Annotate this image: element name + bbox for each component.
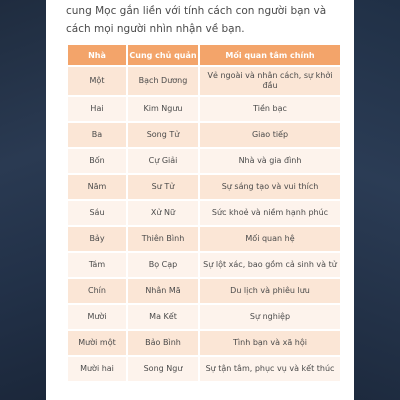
ruling-sign-cell: Bạch Dương	[128, 67, 198, 95]
table-row	[68, 279, 340, 303]
house-cell: Một	[68, 67, 126, 95]
houses-table	[66, 43, 342, 383]
table-row	[68, 97, 340, 121]
ruling-sign-cell: Bảo Bình	[128, 331, 198, 355]
table-row	[68, 149, 340, 173]
ruling-sign-cell: Song Ngư	[128, 357, 198, 381]
main-concern-cell: Sự lột xác, bao gồm cả sinh và tử	[200, 253, 340, 277]
header-main-concern: Mối quan tâm chính	[200, 45, 340, 65]
main-concern-cell: Sức khoẻ và niềm hạnh phúc	[200, 201, 340, 225]
house-cell: Ba	[68, 123, 126, 147]
house-cell: Bảy	[68, 227, 126, 251]
table-row	[68, 331, 340, 355]
house-cell: Chín	[68, 279, 126, 303]
house-cell: Hai	[68, 97, 126, 121]
ruling-sign-cell: Song Tử	[128, 123, 198, 147]
table-row	[68, 227, 340, 251]
house-cell: Tám	[68, 253, 126, 277]
left-page-margin	[0, 0, 46, 400]
main-concern-cell: Du lịch và phiêu lưu	[200, 279, 340, 303]
main-concern-cell: Giao tiếp	[200, 123, 340, 147]
table-row	[68, 253, 340, 277]
ruling-sign-cell: Sư Tử	[128, 175, 198, 199]
table-row	[68, 123, 340, 147]
table-header-row	[68, 45, 340, 65]
ruling-sign-cell: Thiên Bình	[128, 227, 198, 251]
ruling-sign-cell: Xử Nữ	[128, 201, 198, 225]
main-concern-cell: Nhà và gia đình	[200, 149, 340, 173]
right-page-margin	[354, 0, 400, 400]
table-row	[68, 175, 340, 199]
house-cell: Mười	[68, 305, 126, 329]
ruling-sign-cell: Ma Kết	[128, 305, 198, 329]
house-cell: Bốn	[68, 149, 126, 173]
ruling-sign-cell: Kim Ngưu	[128, 97, 198, 121]
house-cell: Năm	[68, 175, 126, 199]
table-row	[68, 357, 340, 381]
main-concern-cell: Tình bạn và xã hội	[200, 331, 340, 355]
document-page	[46, 0, 354, 400]
main-concern-cell: Tiền bạc	[200, 97, 340, 121]
table-row	[68, 305, 340, 329]
main-concern-cell: Vẻ ngoài và nhân cách, sự khởi đầu	[200, 67, 340, 95]
main-concern-cell: Sự nghiệp	[200, 305, 340, 329]
header-ruling-sign: Cung chủ quản	[128, 45, 198, 65]
house-cell: Sáu	[68, 201, 126, 225]
ruling-sign-cell: Bọ Cạp	[128, 253, 198, 277]
table-row	[68, 67, 340, 95]
intro-paragraph: cung Mọc gắn liền với tính cách con người bạn và cách mọi người nhìn nhận về bạn.	[66, 5, 327, 35]
house-cell: Mười một	[68, 331, 126, 355]
main-concern-cell: Mối quan hệ	[200, 227, 340, 251]
table-row	[68, 201, 340, 225]
main-concern-cell: Sự sáng tạo và vui thích	[200, 175, 340, 199]
ruling-sign-cell: Nhân Mã	[128, 279, 198, 303]
house-cell: Mười hai	[68, 357, 126, 381]
ruling-sign-cell: Cự Giải	[128, 149, 198, 173]
header-house: Nhà	[68, 45, 126, 65]
table-body	[68, 67, 340, 381]
main-concern-cell: Sự tận tâm, phục vụ và kết thúc	[200, 357, 340, 381]
